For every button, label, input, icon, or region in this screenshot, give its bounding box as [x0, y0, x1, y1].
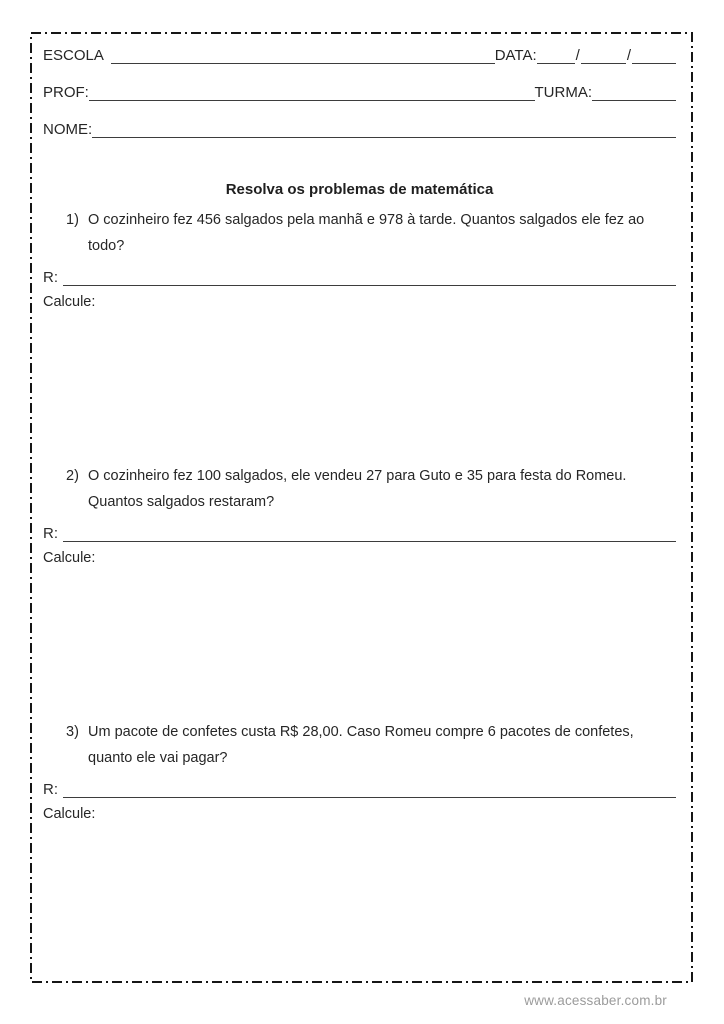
teacher-label: PROF: [43, 84, 89, 101]
name-label: NOME: [43, 121, 93, 138]
problem-text: Um pacote de confetes custa R$ 28,00. Caso Romeu compre 6 pacotes de confetes, quanto ele vai pagar? [88, 724, 634, 766]
class-label: TURMA: [534, 84, 592, 101]
school-date-row [43, 45, 676, 64]
answer-label: R: [43, 781, 58, 798]
page-content [43, 45, 676, 973]
problem-3-statement [43, 719, 676, 771]
problem-2-statement [43, 463, 676, 515]
school-label: ESCOLA [43, 47, 104, 64]
problem-text: O cozinheiro fez 100 salgados, ele vendeu 27 para Guto e 35 para festa do Romeu. Quantos salgados restaram? [88, 468, 627, 510]
answer-label: R: [43, 269, 58, 286]
date-separator: / [575, 47, 580, 64]
website-credit: www.acessaber.com.br [524, 993, 667, 1008]
problem-2 [43, 463, 676, 719]
problem-2-answer-row [43, 518, 676, 542]
calculate-label: Calcule: [43, 550, 96, 566]
problem-text: O cozinheiro fez 456 salgados pela manhã e 978 à tarde. Quantos salgados ele fez ao todo? [88, 212, 645, 254]
answer-label: R: [43, 525, 58, 542]
problem-1-statement [43, 207, 676, 259]
calculate-label: Calcule: [43, 294, 96, 310]
problem-3 [43, 719, 676, 973]
student-name-row [43, 119, 676, 138]
answer-blank-line [63, 269, 676, 286]
problem-1 [43, 207, 676, 463]
problem-1-answer-row [43, 262, 676, 286]
calculate-label: Calcule: [43, 806, 96, 822]
date-label: DATA: [494, 47, 537, 64]
class-blank-line [592, 84, 676, 101]
name-blank-line [92, 121, 676, 138]
problem-number: 3) [66, 724, 79, 740]
teacher-class-row [43, 82, 676, 101]
problem-2-workspace [43, 567, 676, 719]
problem-1-workspace [43, 311, 676, 463]
problem-number: 2) [66, 468, 79, 484]
school-blank-line [111, 47, 495, 64]
date-year-blank-line [632, 47, 676, 64]
problem-number: 1) [66, 212, 79, 228]
date-separator: / [626, 47, 631, 64]
teacher-blank-line [89, 84, 535, 101]
date-day-blank-line [537, 47, 575, 64]
worksheet-header [43, 45, 676, 138]
page-title: Resolva os problemas de matemática [225, 181, 494, 198]
date-month-blank-line [581, 47, 626, 64]
problem-3-answer-row [43, 774, 676, 798]
answer-blank-line [63, 781, 676, 798]
problem-3-workspace [43, 823, 676, 973]
answer-blank-line [63, 525, 676, 542]
